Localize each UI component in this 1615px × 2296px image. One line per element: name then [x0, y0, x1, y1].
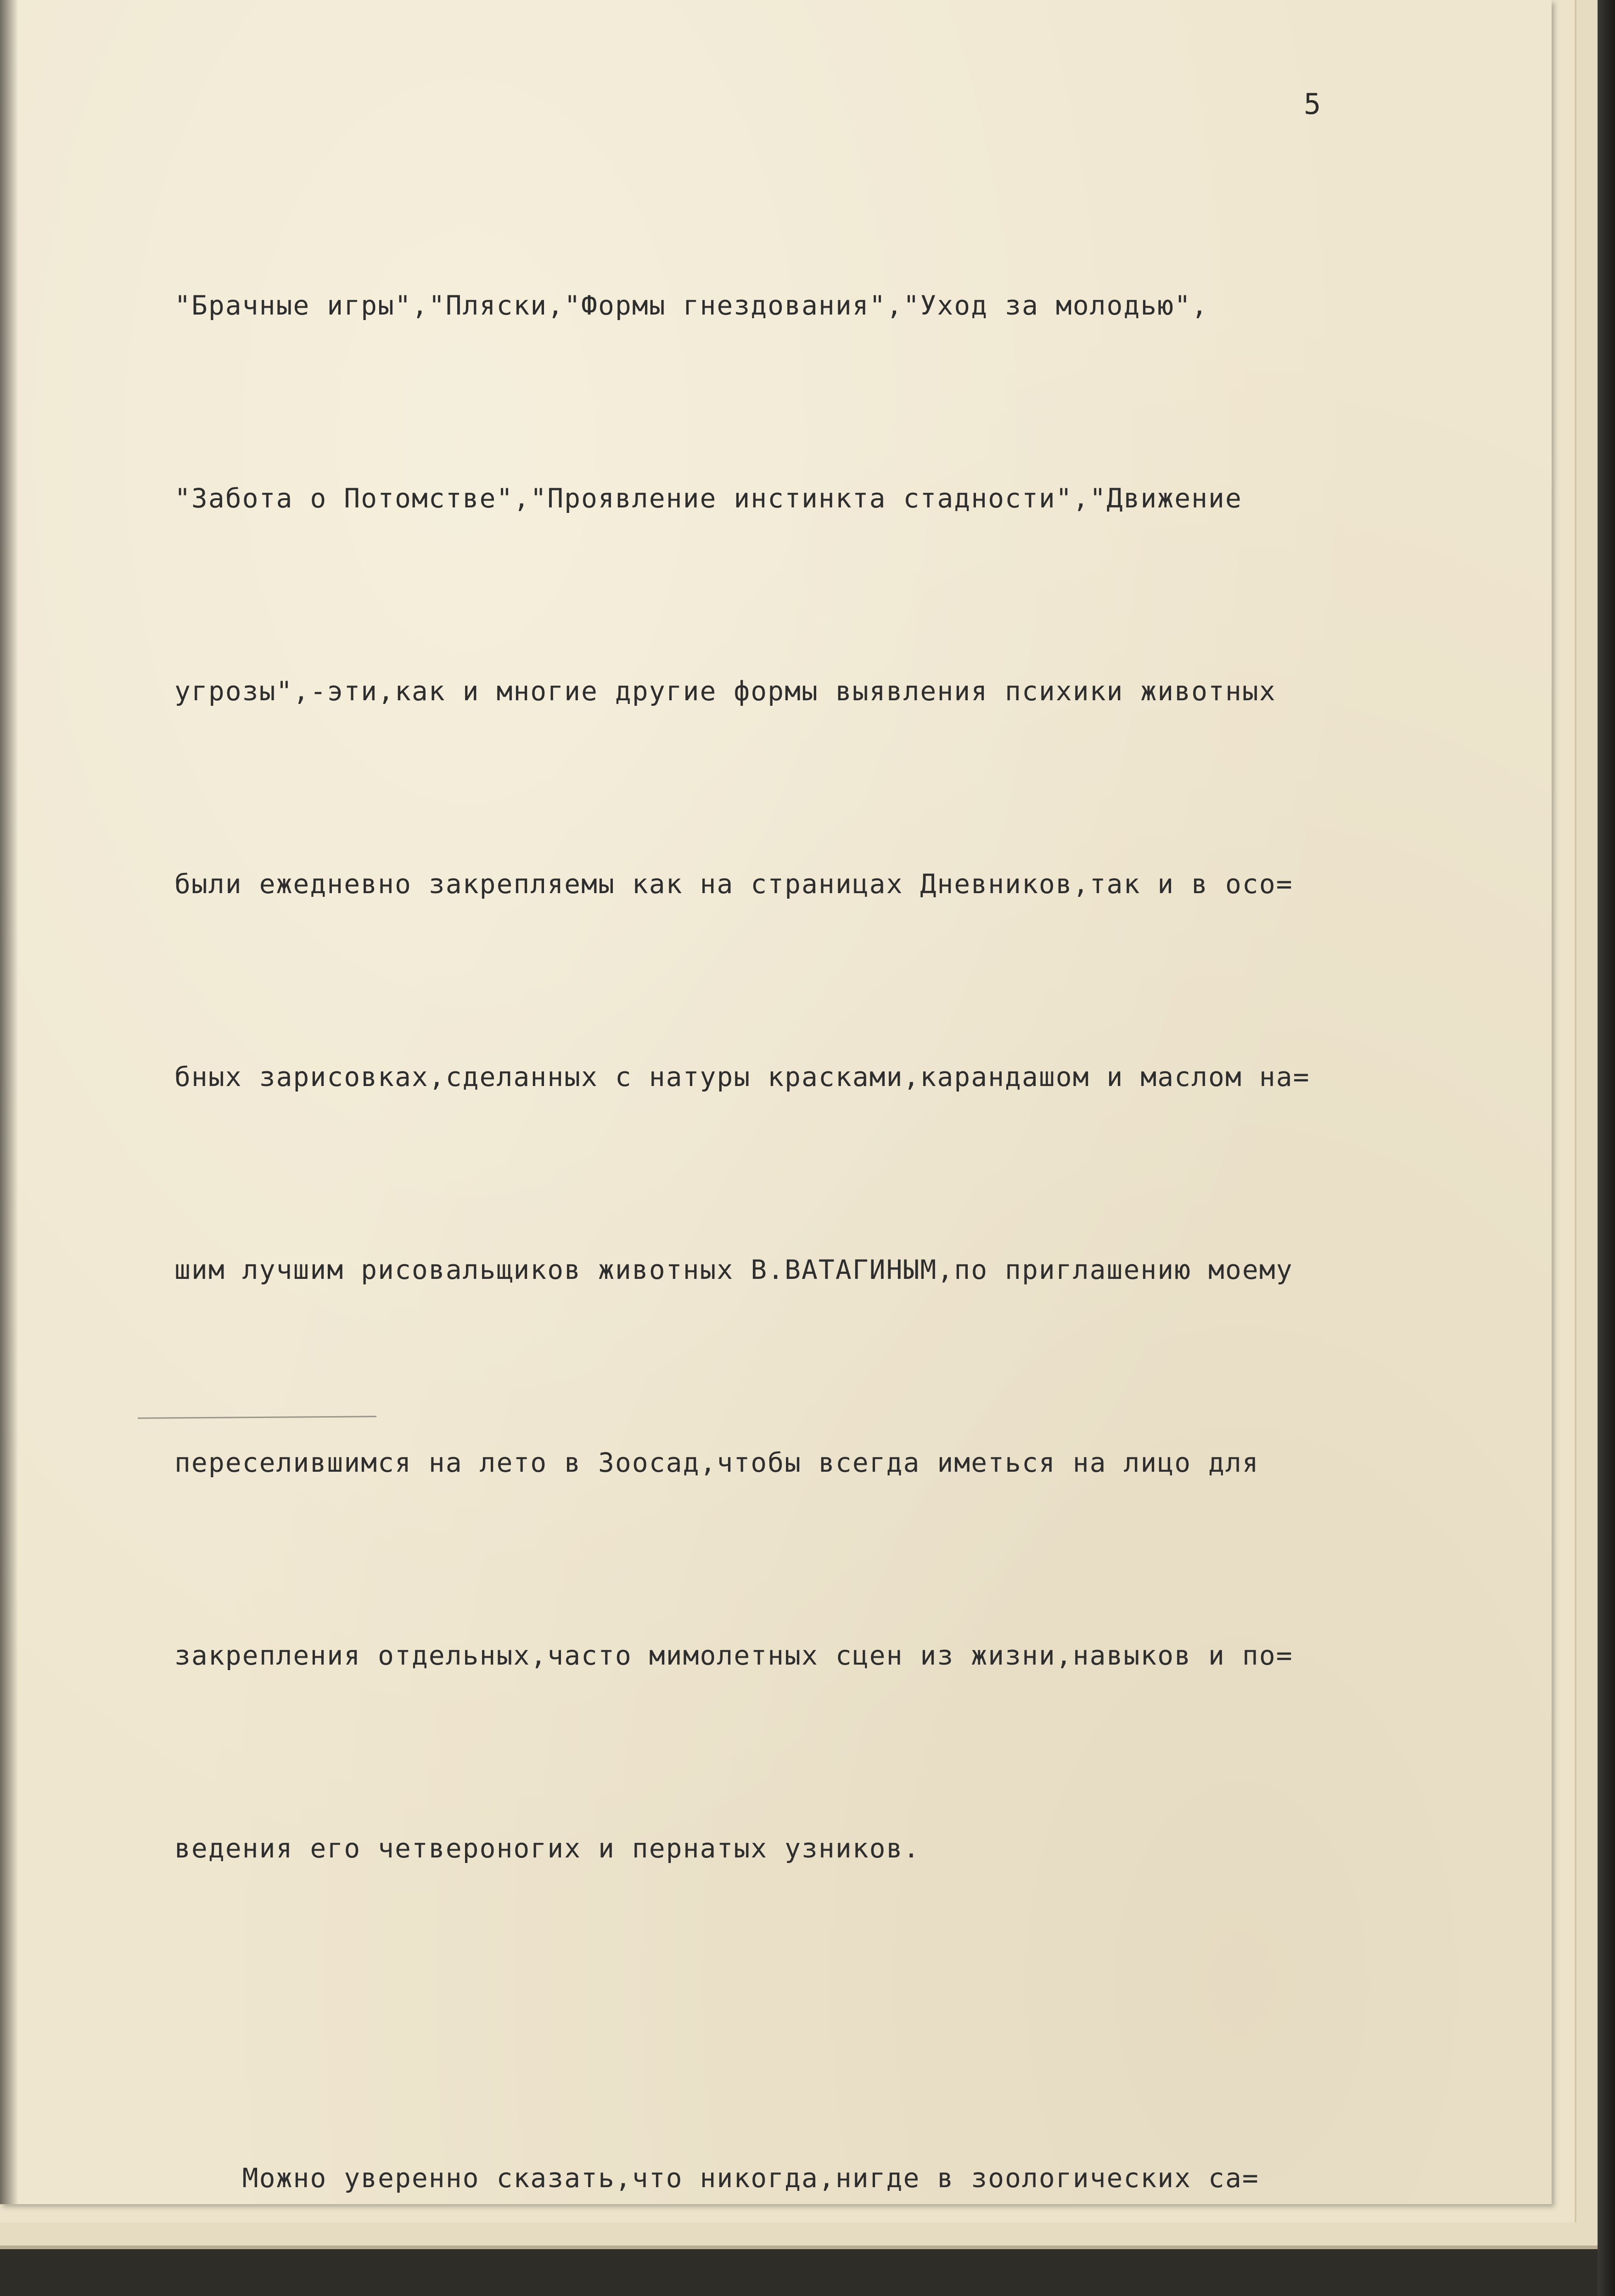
text-line: шим лучшим рисовальщиков животных В.ВАТАГИНЫМ,по приглашению моему	[174, 1254, 1293, 1285]
text-line: Можно уверенно сказать,что никогда,нигде в зоологических са=	[174, 2162, 1259, 2194]
page-number: 5	[1304, 87, 1321, 121]
text-line: "Забота о Потомстве","Проявление инстинкта стадности","Движение	[174, 483, 1242, 514]
body-text	[174, 145, 1506, 2296]
binding-edge	[1598, 0, 1615, 2296]
text-line: переселившимся на лето в Зоосад,чтобы всегда иметься на лицо для	[174, 1447, 1259, 1478]
text-line: ведения его четвероногих и пернатых узников.	[174, 1833, 920, 1864]
text-line: "Брачные игры","Пляски,"Формы гнездования","Уход за молодью",	[174, 290, 1209, 321]
text-line: закрепления отдельных,часто мимолетных сцен из жизни,навыков и по=	[174, 1640, 1293, 1671]
text-line: бных зарисовках,сделанных с натуры красками,карандашом и маслом на=	[174, 1061, 1310, 1092]
page-edge-shadow	[0, 0, 18, 2204]
text-line: угрозы",-эти,как и многие другие формы выявления психики животных	[174, 675, 1276, 707]
paragraph-gap	[174, 2009, 1506, 2017]
text-line: были ежедневно закрепляемы как на страницах Дневников,так и в осо=	[174, 868, 1293, 900]
